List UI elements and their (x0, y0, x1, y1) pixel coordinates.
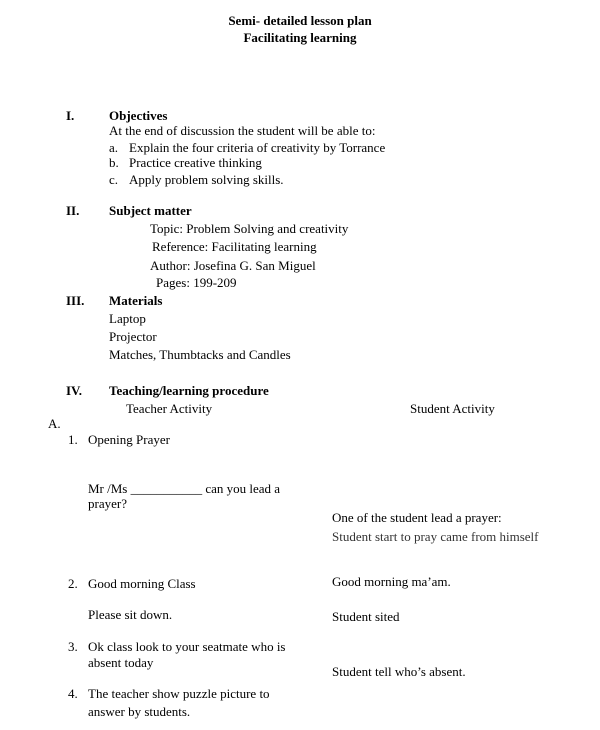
step-number: 3. (68, 639, 78, 654)
objective-marker: a. (109, 140, 119, 155)
objectives-intro: At the end of discussion the student will be able to: (109, 123, 376, 138)
objective-text: Explain the four criteria of creativity by Torrance (129, 140, 386, 155)
document-title: Semi- detailed lesson plan (228, 13, 372, 28)
teacher-activity-header: Teacher Activity (126, 401, 213, 416)
subject-author: Author: Josefina G. San Miguel (150, 258, 316, 273)
step-teacher-text: Opening Prayer (88, 432, 170, 447)
subject-reference: Reference: Facilitating learning (152, 239, 317, 254)
step-teacher-text: Ok class look to your seatmate who is (88, 639, 286, 654)
section-numeral-subject: II. (66, 203, 80, 218)
material-item: Projector (109, 329, 157, 344)
step-teacher-text: Please sit down. (88, 607, 173, 622)
document-subtitle: Facilitating learning (243, 30, 357, 45)
section-numeral-procedure: IV. (66, 383, 83, 398)
teacher-question-line: Mr /Ms ___________ can you lead a (88, 481, 281, 496)
student-activity-header: Student Activity (410, 401, 495, 416)
objective-marker: c. (109, 172, 119, 187)
material-item: Laptop (109, 311, 146, 326)
objective-text: Apply problem solving skills. (129, 172, 284, 187)
student-response: One of the student lead a prayer: (332, 510, 502, 525)
step-teacher-text: answer by students. (88, 704, 191, 719)
step-number: 1. (68, 432, 78, 447)
section-numeral-materials: III. (66, 293, 85, 308)
step-number: 4. (68, 686, 78, 701)
teacher-question-line: prayer? (88, 496, 127, 511)
material-item: Matches, Thumbtacks and Candles (109, 347, 291, 362)
step-teacher-text: absent today (88, 655, 154, 670)
objective-text: Practice creative thinking (129, 155, 262, 170)
student-response: Student tell who’s absent. (332, 664, 466, 679)
student-response: Student start to pray came from himself (332, 529, 539, 544)
step-number: 2. (68, 576, 78, 591)
student-response: Good morning ma’am. (332, 574, 451, 589)
section-numeral-objectives: I. (66, 108, 75, 123)
subject-topic: Topic: Problem Solving and creativity (150, 221, 349, 236)
subject-matter-heading: Subject matter (109, 203, 192, 218)
procedure-heading: Teaching/learning procedure (109, 383, 269, 398)
materials-heading: Materials (109, 293, 163, 308)
subject-pages: Pages: 199-209 (156, 275, 237, 290)
student-response: Student sited (332, 609, 400, 624)
objectives-heading: Objectives (109, 108, 168, 123)
procedure-section-marker: A. (48, 416, 61, 431)
step-teacher-text: Good morning Class (88, 576, 196, 591)
step-teacher-text: The teacher show puzzle picture to (88, 686, 270, 701)
objective-marker: b. (109, 155, 119, 170)
